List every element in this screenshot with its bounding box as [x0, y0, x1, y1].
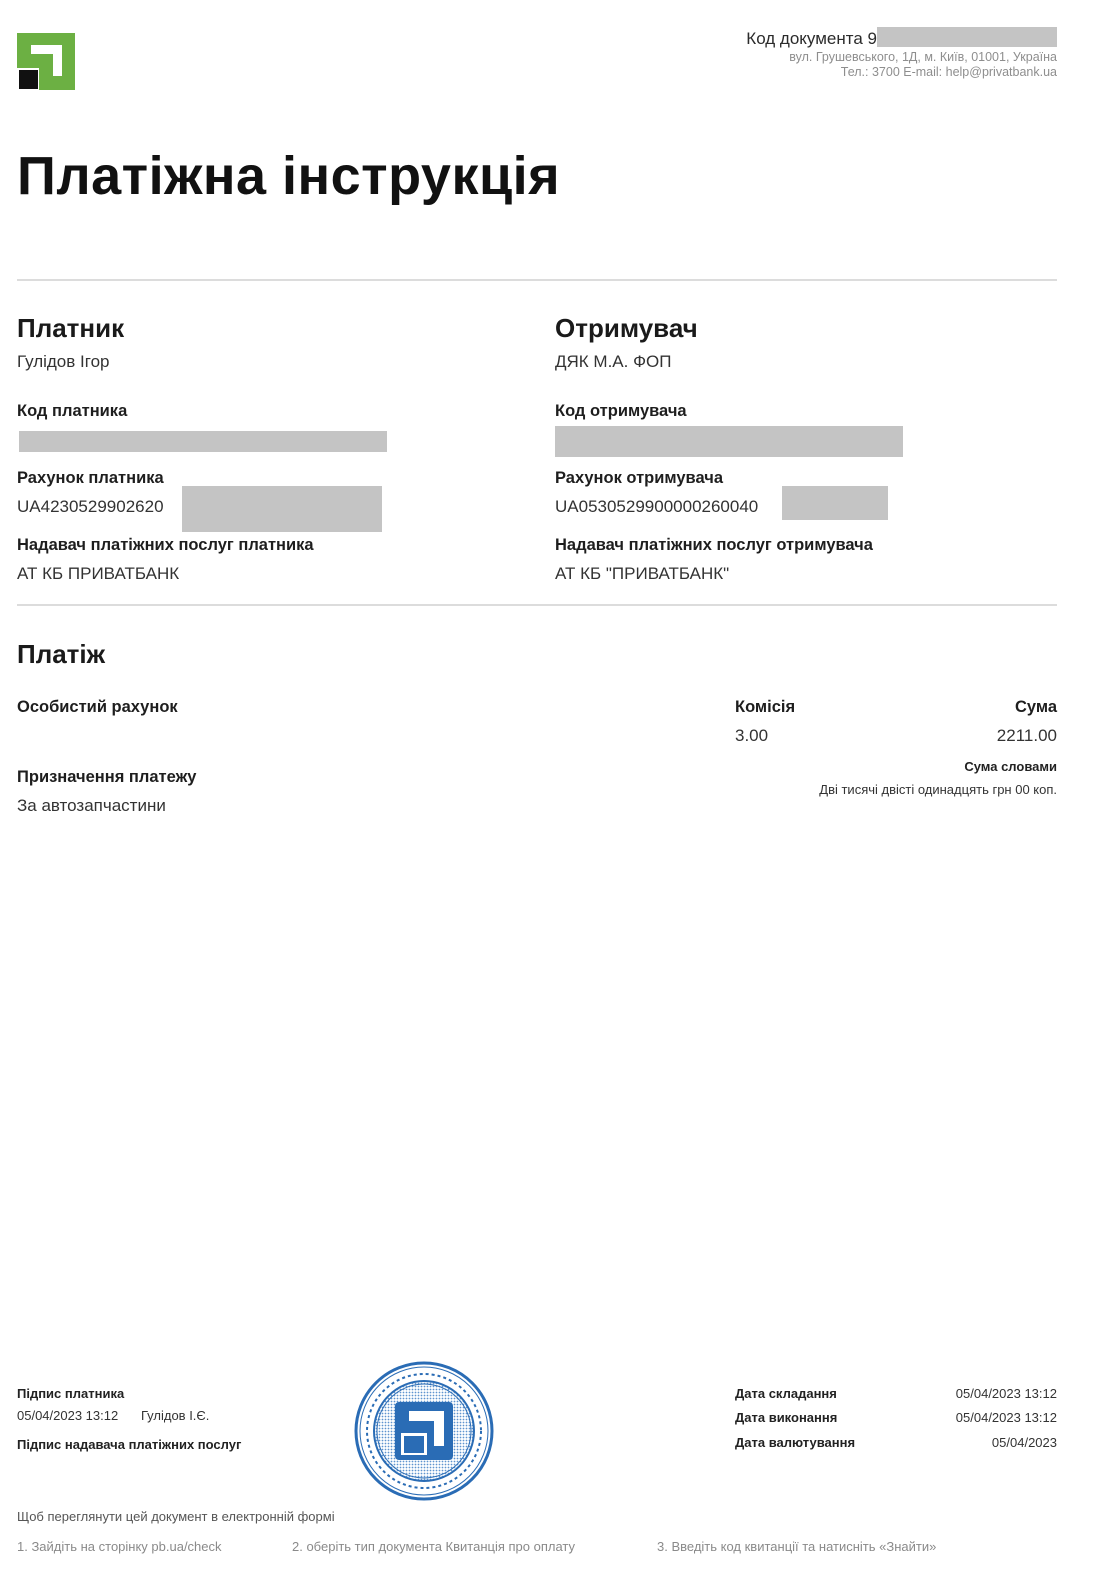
payer-name: Гулідов Ігор [17, 352, 110, 371]
payer-provider-value: АТ КБ ПРИВАТБАНК [17, 564, 180, 583]
payer-code-redaction [19, 431, 387, 452]
instruction-step-1: 1. Зайдіть на сторінку pb.ua/check [17, 1539, 222, 1554]
personal-account-label: Особистий рахунок [17, 698, 178, 716]
recipient-provider-label: Надавач платіжних послуг отримувача [555, 536, 873, 554]
purpose-label: Призначення платежу [17, 768, 197, 786]
payer-signature-date: 05/04/2023 13:12 [17, 1408, 119, 1423]
recipient-provider-value: АТ КБ "ПРИВАТБАНК" [555, 564, 730, 583]
payer-signature-name: Гулідов І.Є. [141, 1408, 210, 1423]
amount-label: Сума [1014, 698, 1057, 716]
bank-contacts: Тел.: 3700 E-mail: help@privatbank.ua [840, 65, 1057, 79]
payer-account-label: Рахунок платника [17, 469, 164, 487]
electronic-view-note: Щоб переглянути цей документ в електронній формі [17, 1509, 335, 1524]
date-executed-value: 05/04/2023 13:12 [955, 1410, 1057, 1425]
date-created-label: Дата складання [735, 1386, 837, 1401]
recipient-account-label: Рахунок отримувача [555, 469, 723, 487]
amount-value: 2211.00 [996, 726, 1057, 745]
redaction [877, 27, 1057, 47]
bank-stamp-icon [354, 1361, 494, 1501]
payer-account-redaction [182, 486, 382, 532]
privatbank-logo-icon [17, 33, 75, 90]
date-value-value: 05/04/2023 [991, 1435, 1057, 1450]
date-executed-label: Дата виконання [735, 1410, 838, 1425]
instruction-step-3: 3. Введіть код квитанції та натисніть «Знайти» [657, 1539, 937, 1554]
provider-signature-label: Підпис надавача платіжних послуг [17, 1437, 242, 1452]
page-title: Платіжна інструкція [17, 146, 561, 206]
recipient-account-value: UA0530529900000260040 [555, 497, 759, 516]
date-value-label: Дата валютування [735, 1435, 856, 1450]
recipient-name: ДЯК М.А. ФОП [555, 352, 672, 371]
commission-value: 3.00 [735, 726, 769, 745]
instruction-step-2: 2. оберіть тип документа Квитанція про оплату [292, 1539, 575, 1554]
recipient-code-label: Код отримувача [555, 402, 687, 420]
recipient-heading: Отримувач [555, 313, 698, 343]
payment-heading: Платіж [17, 639, 106, 669]
payer-provider-label: Надавач платіжних послуг платника [17, 536, 314, 554]
amount-words-value: Дві тисячі двісті одинадцять грн 00 коп. [819, 782, 1057, 797]
recipient-account-redaction [782, 486, 888, 520]
divider [17, 279, 1057, 281]
purpose-value: За автозапчастини [17, 796, 166, 815]
divider [17, 604, 1057, 606]
recipient-code-redaction [555, 426, 903, 457]
payer-signature-label: Підпис платника [17, 1386, 125, 1401]
payer-code-label: Код платника [17, 402, 128, 420]
document-code: Код документа 9 [746, 27, 1057, 49]
payer-heading: Платник [17, 313, 125, 343]
commission-label: Комісія [735, 698, 796, 716]
amount-words-label: Сума словами [964, 759, 1057, 774]
bank-address: вул. Грушевського, 1Д, м. Київ, 01001, Україна [789, 50, 1057, 64]
date-created-value: 05/04/2023 13:12 [955, 1386, 1057, 1401]
payer-account-value: UA4230529902620 [17, 497, 164, 516]
